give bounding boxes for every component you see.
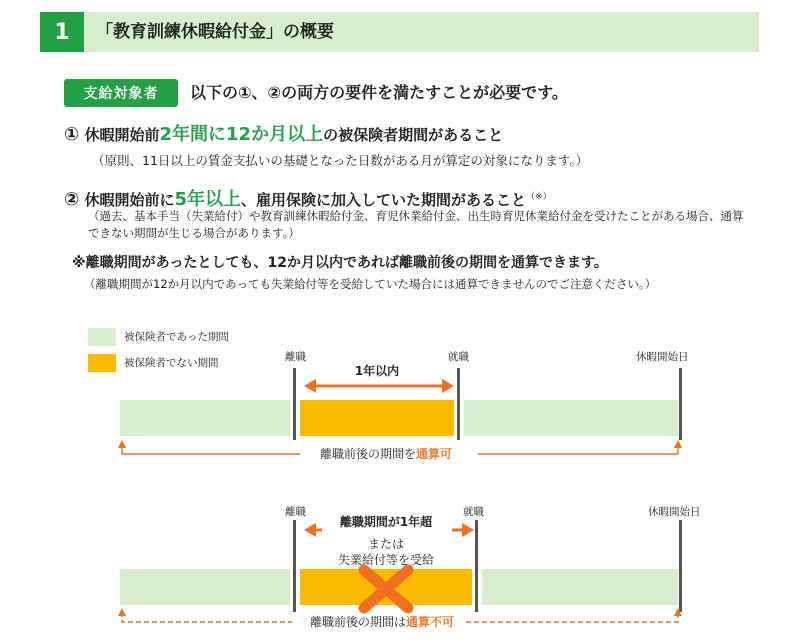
section-title: 「教育訓練休暇給付金」の概要 bbox=[96, 22, 334, 42]
diagram1-result-prefix: 離職前後の期間を bbox=[319, 447, 416, 461]
requirement-1-note: （原則、11日以上の賃金支払いの基礎となった日数がある月が算定の対象になります。） bbox=[92, 153, 589, 168]
gap-arrow-left-head bbox=[304, 379, 316, 393]
gap-arrow-left-head bbox=[304, 523, 316, 537]
diagram1-leave-start-label: 休暇開始日 bbox=[636, 351, 689, 363]
requirement-2-pre: 休暇開始前に bbox=[84, 191, 175, 209]
diagram2-leave-start-label: 休暇開始日 bbox=[648, 506, 701, 518]
diagram1-leave-job-label: 離職 bbox=[285, 351, 306, 363]
result-bracket-right bbox=[478, 444, 678, 454]
diagram2-result bbox=[292, 614, 472, 630]
requirement-1 bbox=[64, 122, 503, 148]
legend-insured-swatch bbox=[88, 328, 116, 346]
result-bracket-left bbox=[122, 612, 292, 622]
diagram2-or-label: または bbox=[367, 537, 404, 551]
cross-icon bbox=[358, 564, 414, 614]
diagram1-result-highlight: 通算可 bbox=[416, 447, 453, 461]
requirement-2-highlight: 5年以上 bbox=[174, 189, 242, 210]
diagram2-get-job-label: 就職 bbox=[463, 506, 484, 518]
eligibility-intro: 以下の①、②の両方の要件を満たすことが必要です。 bbox=[190, 83, 568, 102]
star-subnote: （離職期間が12か月以内であっても失業給付等を受給していた場合には通算できませんのでご注意ください。） bbox=[84, 277, 657, 291]
legend-not-insured-swatch bbox=[88, 354, 116, 372]
requirement-2-post: 、雇用保険に加入していた期間があること bbox=[241, 191, 527, 209]
result-bracket-right bbox=[466, 612, 678, 622]
requirement-2-note: （過去、基本手当（失業給付）や教育訓練休暇給付金、育児休業給付金、出生時育児休業給付金を受けたことがある場合、通算できない期間が生じる場合があります。） bbox=[88, 209, 744, 240]
requirement-1-marker: ① bbox=[64, 124, 80, 145]
diagram2-leave-job-label: 離職 bbox=[285, 506, 306, 518]
diagram2-result-prefix: 離職前後の期間は bbox=[309, 615, 406, 629]
requirement-2-marker: ② bbox=[64, 189, 80, 210]
legend-insured-label: 被保険者であった期間 bbox=[124, 331, 229, 343]
requirement-1-pre: 休暇開始前 bbox=[84, 126, 160, 144]
diagram2-gap-label: 離職期間が1年超 bbox=[339, 515, 433, 529]
star-note: ※離職期間があったとしても、12か月以内であれば離職前後の期間を通算できます。 bbox=[72, 255, 608, 271]
result-bracket-left bbox=[122, 444, 300, 454]
eligibility-badge: 支給対象者 bbox=[64, 79, 178, 107]
diagram2-result-highlight: 通算不可 bbox=[406, 615, 455, 629]
diagram1-get-job-label: 就職 bbox=[448, 351, 469, 363]
section-number: 1 bbox=[40, 12, 84, 52]
legend-not-insured-label: 被保険者でない期間 bbox=[124, 357, 219, 369]
gap-arrow-right-head bbox=[462, 523, 474, 537]
requirement-1-highlight: 2年間に12か月以上 bbox=[159, 124, 324, 145]
diagram1-gap-label: 1年以内 bbox=[354, 364, 400, 378]
diagram1-result bbox=[296, 446, 476, 462]
requirement-2-footnote-mark: （※） bbox=[526, 192, 552, 202]
diagram2-benefit-label: 失業給付等を受給 bbox=[337, 553, 434, 567]
requirement-1-post: の被保険者期間があること bbox=[323, 126, 504, 144]
gap-arrow-right-head bbox=[442, 379, 454, 393]
